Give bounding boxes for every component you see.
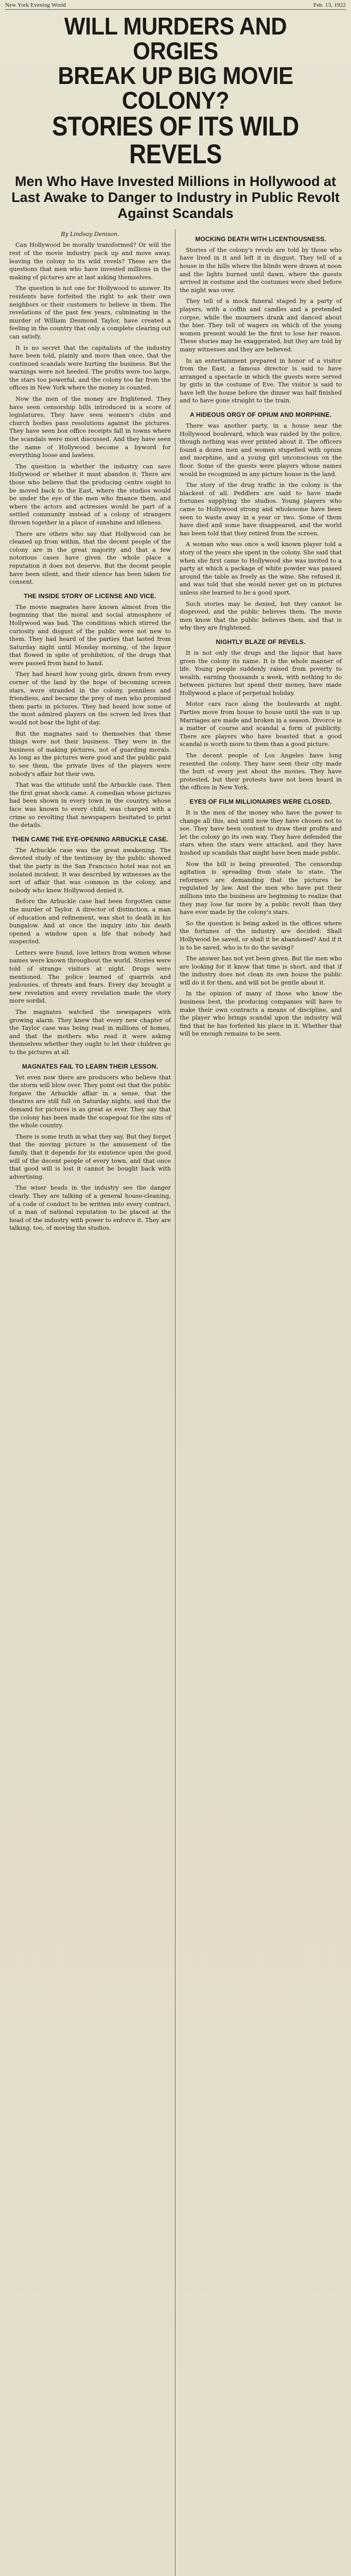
subheading: NIGHTLY BLAZE OF REVELS. — [216, 638, 306, 646]
article-paragraph: It is no secret that the capitalists of the industry have been told, plainly and more than once, that the continued scandals were hurting the business. But the warnings were not heeded. The profits were too large, the stars too powerful, and the colony too far from the offices in New York where the money is counted. — [9, 344, 171, 392]
article-paragraph: They tell of a mock funeral staged by a party of players, with a coffin and candles and a pretended corpse, while the mourners drank and danced about the bier. They tell of wagers on which of the young women present would be the first to lose her reason. These stories may be exaggerated, but they are told by many witnesses and they are believed. — [180, 298, 342, 353]
article-paragraph: There is some truth in what they say. But they forget that the moving picture is the amusement of the family, that it depends for its existence upon the good will of the decent people of every town, and that once that good will is lost it cannot be bought back with advertising. — [9, 1133, 171, 1180]
article-paragraph: Stories of the colony's revels are told by those who have lived in it and left it in disgust. They tell of a house in the hills where the blinds were drawn at noon and the lights burned until dawn, where the guests arrived in costume and the costumes were shed before the night was over. — [180, 246, 342, 294]
subheading: EYES OF FILM MILLIONAIRES WERE CLOSED. — [189, 798, 332, 805]
article-paragraph: There are others who say that Hollywood can be cleaned up from within, that the decent people of the colony are in the great majority and that a few notorious cases have given the whole place a reputation it does not deserve. But the decent people have been silent, and their silence has been taken for consent. — [9, 530, 171, 586]
newspaper-name: New York Evening World — [5, 2, 66, 8]
article-columns — [5, 229, 346, 2576]
article-paragraph: Such stories may be denied, but they cannot be disproved, and the public believes them. The movie men know that the public believes them, and that is why they are frightened. — [180, 600, 342, 632]
article-paragraph: Motor cars race along the boulevards at night. Parties move from house to house until the sun is up. Marriages are made and broken in a season. Divorce is a matter of course and scandal a form of publicity. There are players who have boasted that a good scandal is worth more to them than a good picture. — [180, 701, 342, 748]
headline-line-1: WILL MURDERS AND ORGIES — [64, 12, 287, 64]
headline-line-2: BREAK UP BIG MOVIE COLONY? — [58, 61, 293, 114]
left-section-2 — [9, 603, 171, 829]
masthead — [5, 2, 346, 10]
article-paragraph: Now the men of the money are frightened. They have seen censorship bills introduced in a score of legislatures. They have seen women's clubs and church bodies pass resolutions against the pictures. They have seen box office receipts fall in towns where the scandals were most discussed. And they have seen the name of Hollywood become a byword for everything loose and lawless. — [9, 396, 171, 459]
article-paragraph: Before the Arbuckle case had been forgotten came the murder of Taylor. A director of distinction, a man of education and refinement, was shot to death in his bungalow. And at once the inquiry into his death opened a window upon a life that nobody had suspected. — [9, 898, 171, 945]
subheading: THEN CAME THE EYE-OPENING ARBUCKLE CASE. — [12, 835, 168, 843]
article-paragraph: The story of the drug traffic in the colony is the blackest of all. Peddlers are said to have made fortunes supplying the studios. Young players who came to Hollywood strong and wholesome have been seen to waste away in a year or two. Some of them have died and some have disappeared, and the world has been told that they retired from the screen. — [180, 482, 342, 537]
article-paragraph: The question is whether the industry can save Hollywood or whether it must abandon it. There are those who believe that the producing centre ought to be moved back to the East, where the studios would be under the eye of the men who finance them, and where the actors and actresses would be part of a settled community instead of a colony of strangers thrown together in a place of sunshine and idleness. — [9, 463, 171, 526]
subheading: MOCKING DEATH WITH LICENTIOUSNESS. — [195, 235, 326, 243]
article-paragraph: The decent people of Los Angeles have long resented the colony. They have seen their city made the butt of every jest about the movies. They have protested, but their protests have not been heard in the offices in New York. — [180, 752, 342, 791]
article-paragraph: The answer has not yet been given. But the men who are looking for it know that time is short, and that if the industry does not clean its own house the public will do it for them, and will not be gentle about it. — [180, 955, 342, 986]
subheading: MAGNATES FAIL TO LEARN THEIR LESSON. — [22, 1062, 158, 1070]
right-section-1 — [180, 246, 342, 405]
subheading: A HIDEOUS ORGY OF OPIUM AND MORPHINE. — [190, 411, 331, 419]
article-paragraph: The magnates watched the newspapers with growing alarm. They knew that every new chapter of the Taylor case was being read in millions of homes, and that the mothers who read it were asking themselves whether they ought to let their children go to the pictures at all. — [9, 1009, 171, 1056]
article-paragraph: Now the bill is being presented. The censorship agitation is spreading from state to state. The reformers are demanding that the pictures be regulated by law. And the men who have put their millions into the business are beginning to realize that they may lose far more by a public revolt than they have ever made by the colony's stars. — [180, 860, 342, 916]
article-paragraph: The wiser heads in the industry see the danger clearly. They are talking of a general house-cleaning, of a code of conduct to be written into every contract, of a man of national reputation to be placed at the head of the industry with power to enforce it. They are talking, too, of moving the studios. — [9, 1184, 171, 1232]
issue-date: Feb. 13, 1922 — [313, 2, 346, 8]
article-paragraph: The movie magnates have known almost from the beginning that the moral and social atmosphere of Hollywood was bad. The conditions which stirred the curiosity and disgust of the public were not new to them. They had heard of the parties that lasted from Saturday night until Monday morning, of the liquor that flowed in spite of prohibition, of the drugs that were passed from hand to hand. — [9, 603, 171, 667]
article-paragraph: Yet even now there are producers who believe that the storm will blow over. They point out that the public forgave the Arbuckle affair in a sense, that the theatres are still full on Saturday nights, and that the demand for pictures is as great as ever. They say that the colony has been made the scapegoat for the sins of the whole country. — [9, 1074, 171, 1129]
article-paragraph: In an entertainment prepared in honor of a visitor from the East, a famous director is said to have arranged a spectacle in which the guests were served by girls in the costume of Eve. The visitor is said to have left the house before the dinner was half finished and to have gone straight to the train. — [180, 357, 342, 404]
deck-headline: Men Who Have Invested Millions in Hollywood at Last Awake to Danger to Industry in Public Revolt Against Scandals — [11, 173, 340, 222]
right-column — [176, 229, 346, 2576]
right-section-3 — [180, 649, 342, 792]
article-paragraph: In the opinion of many of those who know the business best, the producing companies will have to make their own contracts a means of discipline, and the player who brings scandal upon the industry will find that he has forfeited his place in it. Whether that will be enough remains to be seen. — [180, 990, 342, 1038]
article-paragraph: They had heard how young girls, drawn from every corner of the land by the hope of becoming screen stars, were stranded in the colony, penniless and friendless, and became the prey of men who promised them parts in pictures. They had heard how some of the most admired players on the screen led lives that would not bear the light of day. — [9, 671, 171, 726]
left-section-4 — [9, 1074, 171, 1232]
right-section-2 — [180, 422, 342, 632]
article-paragraph: It is the men of the money who have the power to change all this, and until now they have chosen not to see. They have been content to draw their profits and let the colony go its own way. They have defended the stars when the stars were attacked, and they have hushed up scandals that might have been made public. — [180, 809, 342, 856]
left-column — [5, 229, 176, 2576]
article-paragraph: It is not only the drugs and the liquor that have given the colony its name. It is the whole manner of life. Young people suddenly raised from poverty to wealth, earning thousands a week, with nothing to do between pictures but spend their money, have made Hollywood a place of perpetual holiday. — [180, 649, 342, 697]
article-paragraph: But the magnates said to themselves that these things were not their business. They were in the business of making pictures, not of guarding morals. As long as the pictures were good and the public paid to see them, the private lives of the players were nobody's affair but their own. — [9, 730, 171, 777]
article-paragraph: Letters were found, love letters from women whose names were known throughout the world. Stories were told of strange visitors at night. Drugs were mentioned. The police learned of quarrels and jealousies, of threats and fears. Every day brought a new revelation and every revelation made the story more sordid. — [9, 949, 171, 1005]
left-section-3 — [9, 846, 171, 1057]
right-section-4 — [180, 809, 342, 1038]
article-paragraph: Can Hollywood be morally transformed? Or will the rest of the movie industry pack up and move away, leaving the colony to its wild revels? These are the questions that men who have invested millions in the making of pictures are at last asking themselves. — [9, 242, 171, 281]
article-paragraph: The Arbuckle case was the great awakening. The devoted study of the testimony by the public showed that the party in the San Francisco hotel was not an isolated incident. It was described by witnesses as the sort of affair that was common in the colony, and nobody who knew Hollywood denied it. — [9, 846, 171, 894]
byline: By Lindsay Denison. — [61, 230, 119, 238]
subheading: THE INSIDE STORY OF LICENSE AND VICE. — [24, 592, 156, 600]
article-paragraph: There was another party, in a house near the Hollywood boulevard, which was raided by the police, though nothing was ever printed about it. The officers found a dozen men and women stupefied with opium and morphine, and a young girl unconscious on the floor. Some of the guests were players whose names would be recognized in any picture house in the land. — [180, 422, 342, 478]
article-paragraph: So the question is being asked in the offices where the fortunes of the industry are decided: Shall Hollywood be saved, or shall it be abandoned? And if it is to be saved, who is to do the saving? — [180, 920, 342, 951]
article-paragraph: That was the attitude until the Arbuckle case. Then the first great shock came. A comedian whose pictures had been shown in every town in the country, whose face was known to every child, was charged with a crime so revolting that newspapers hesitated to print the details. — [9, 782, 171, 829]
article-paragraph: The question is not one for Hollywood to answer. Its residents have forfeited the right to ask their own neighbors or their customers to believe in them. The revelations of the past few years, culminating in the murder of William Desmond Taylor, have created a feeling in the country that only a complete clearing out can satisfy. — [9, 285, 171, 340]
article-paragraph: A woman who was once a well known player told a story of the years she spent in the colony. She said that when she first came to Hollywood she was invited to a party at which a package of white powder was passed around the table as freely as the wine. She refused it, and was told that she would never get on in pictures unless she learned to be a good sport. — [180, 541, 342, 596]
left-section-1 — [9, 241, 171, 586]
headline-line-3: STORIES OF ITS WILD REVELS — [52, 111, 299, 170]
